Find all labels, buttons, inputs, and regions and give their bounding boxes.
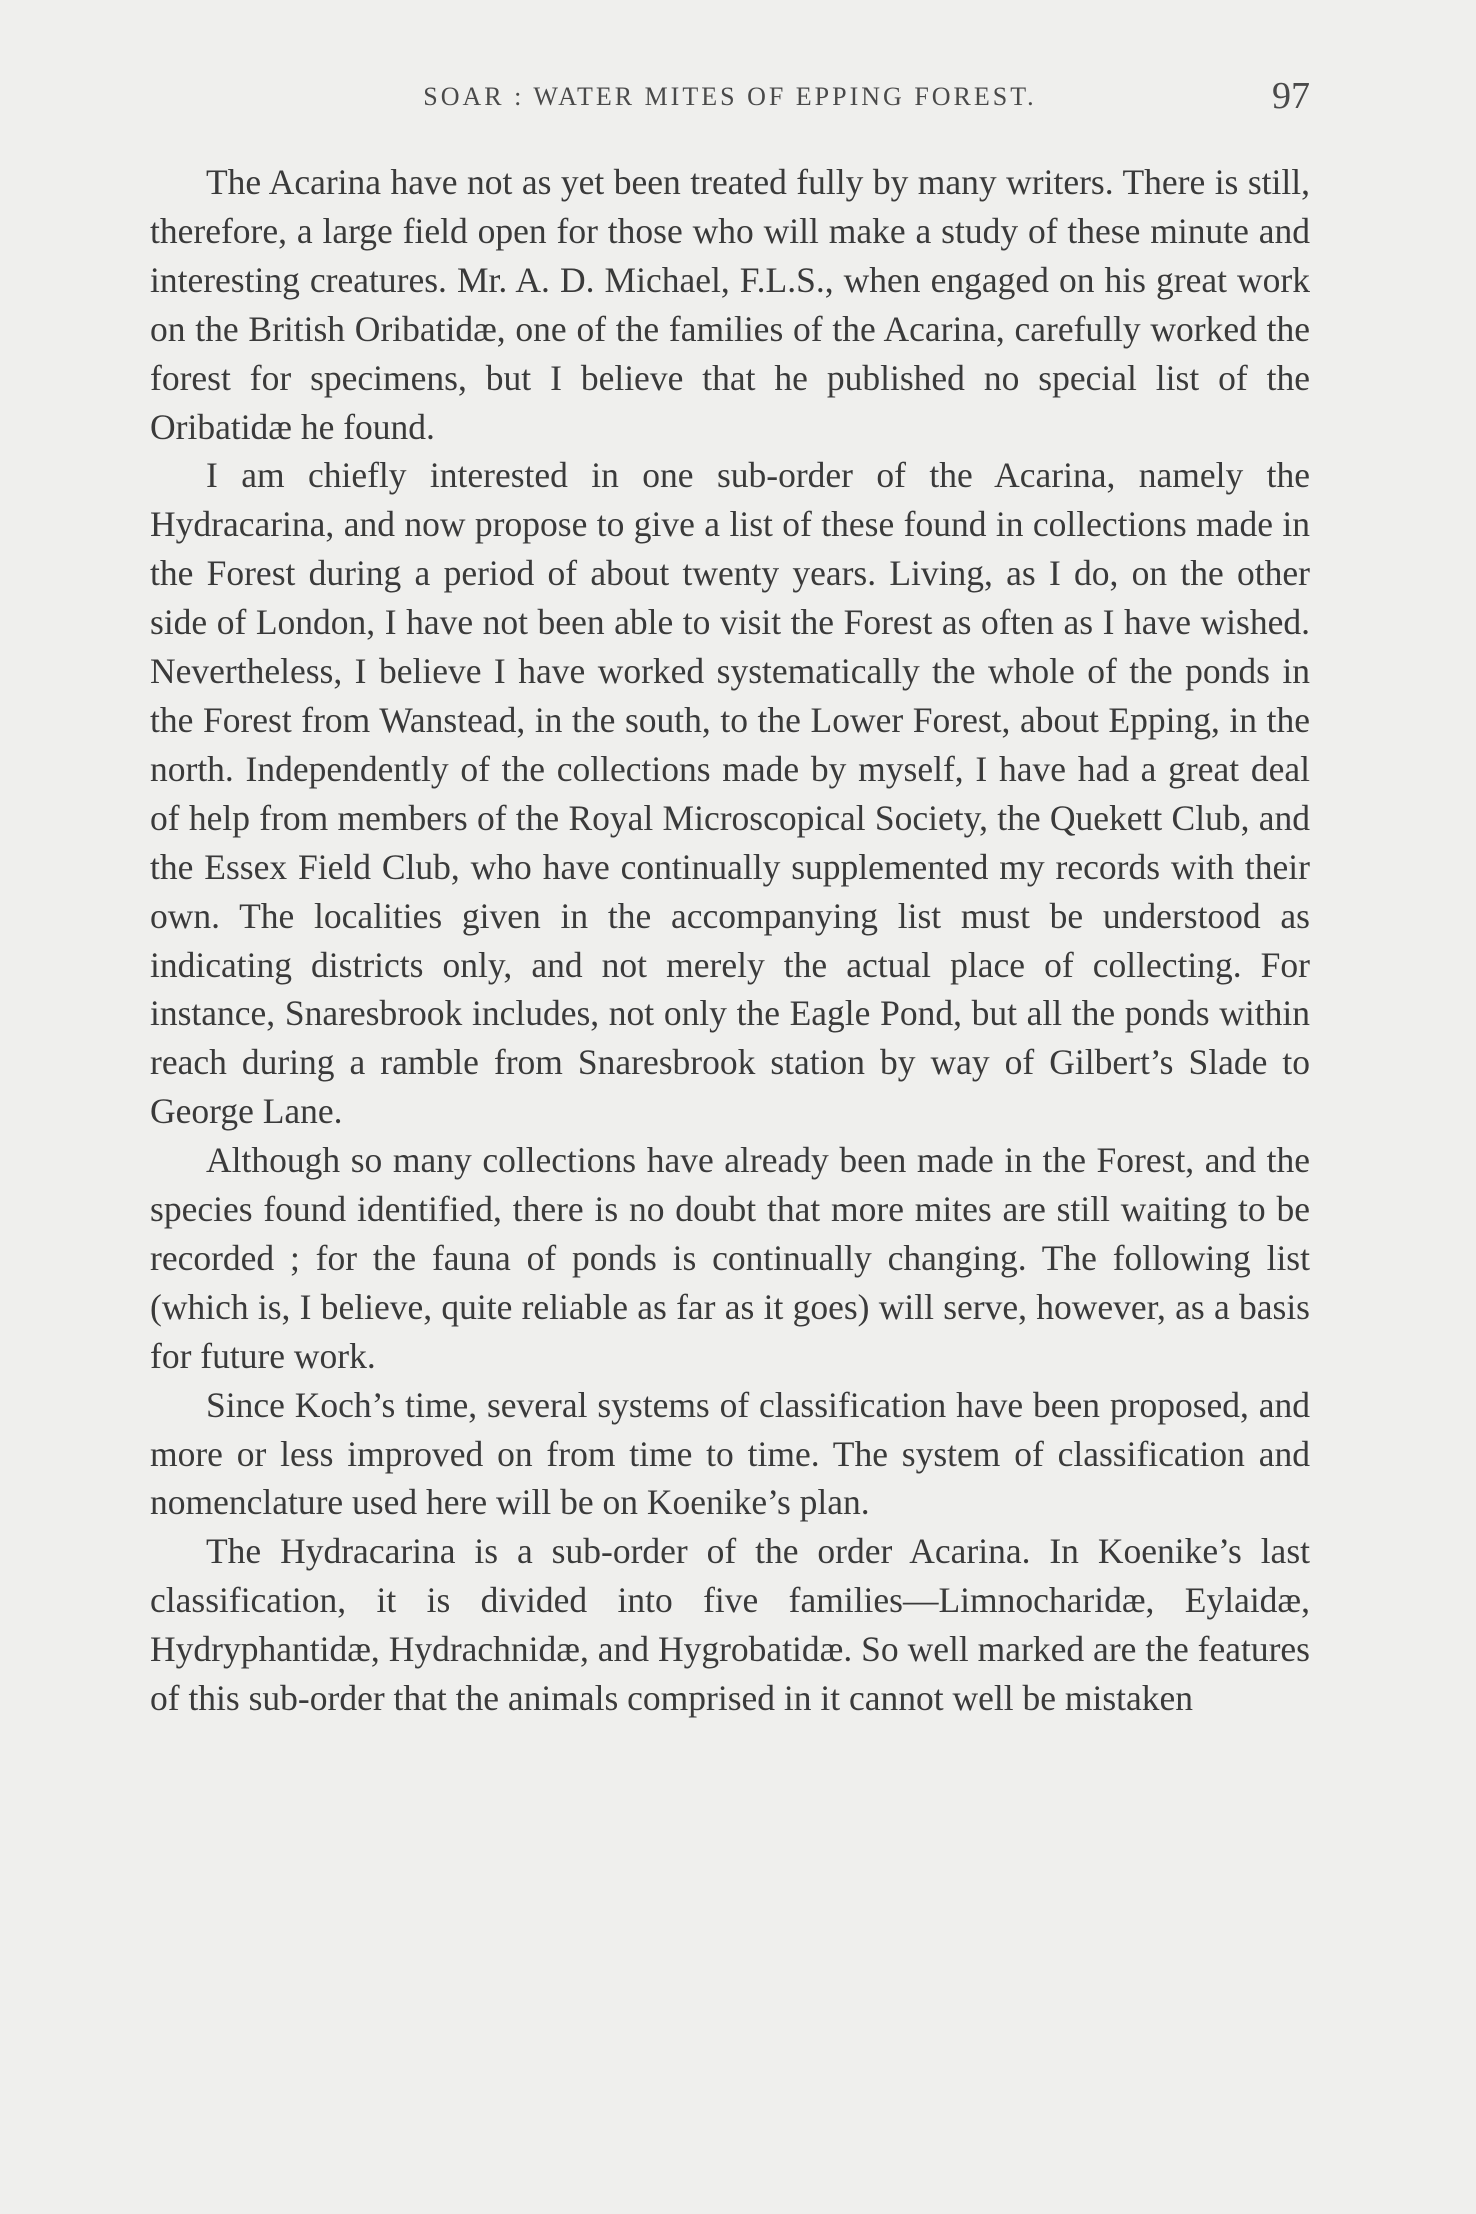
running-title: SOAR : WATER MITES OF EPPING FOREST. xyxy=(423,82,1037,111)
paragraph-2: I am chiefly interested in one sub-order of the Acarina, namely the Hydracarina, and now propose to give a list of these found in collections made in the Forest during a period of about twenty years. Living, as I do, on the other side of London, I have not been able to visit the Forest as often as I have wished. Nevertheless, I believe I have worked systematically the whole of the ponds in the Forest from Wanstead, in the south, to the Lower Forest, about Epping, in the north. Independently of the collections made by myself, I have had a great deal of help from members of the Royal Microscopical Society, the Quekett Club, and the Essex Field Club, who have continually supplemented my records with their own. The localities given in the accompanying list must be understood as indicating districts only, and not merely the actual place of collecting. For instance, Snaresbrook includes, not only the Eagle Pond, but all the ponds within reach during a ramble from Snaresbrook station by way of Gilbert’s Slade to George Lane. xyxy=(150,455,1310,1132)
paragraph-1: The Acarina have not as yet been treated fully by many writers. There is still, therefore, a large field open for those who will make a study of these minute and interesting creatures. Mr. A. D. Michael, F.L.S., when engaged on his great work on the British Oribatidæ, one of the families of the Acarina, carefully worked the forest for specimens, but I believe that he published no special list of the Oribatidæ he found. xyxy=(150,162,1310,447)
paragraph-3: Although so many collections have already been made in the Forest, and the species found identified, there is no doubt that more mites are still waiting to be recorded ; for the fauna of ponds is continually changing. The following list (which is, I believe, quite reliable as far as it goes) will serve, however, as a basis for future work. xyxy=(150,1140,1310,1376)
running-head xyxy=(150,70,1310,130)
book-page xyxy=(150,70,1310,1723)
page-number: 97 xyxy=(1272,75,1310,117)
paragraph-5: The Hydracarina is a sub-order of the order Acarina. In Koenike’s last classification, it is divided into five families—Limnocharidæ, Eylaidæ, Hydryphantidæ, Hydrachnidæ, and Hygrobatidæ. So well marked are the features of this sub-order that the animals comprised in it cannot well be mistaken xyxy=(150,1531,1310,1719)
body-text xyxy=(150,158,1310,1723)
paragraph-4: Since Koch’s time, several systems of classification have been proposed, and more or less improved on from time to time. The system of classification and nomenclature used here will be on Koenike’s plan. xyxy=(150,1384,1310,1523)
